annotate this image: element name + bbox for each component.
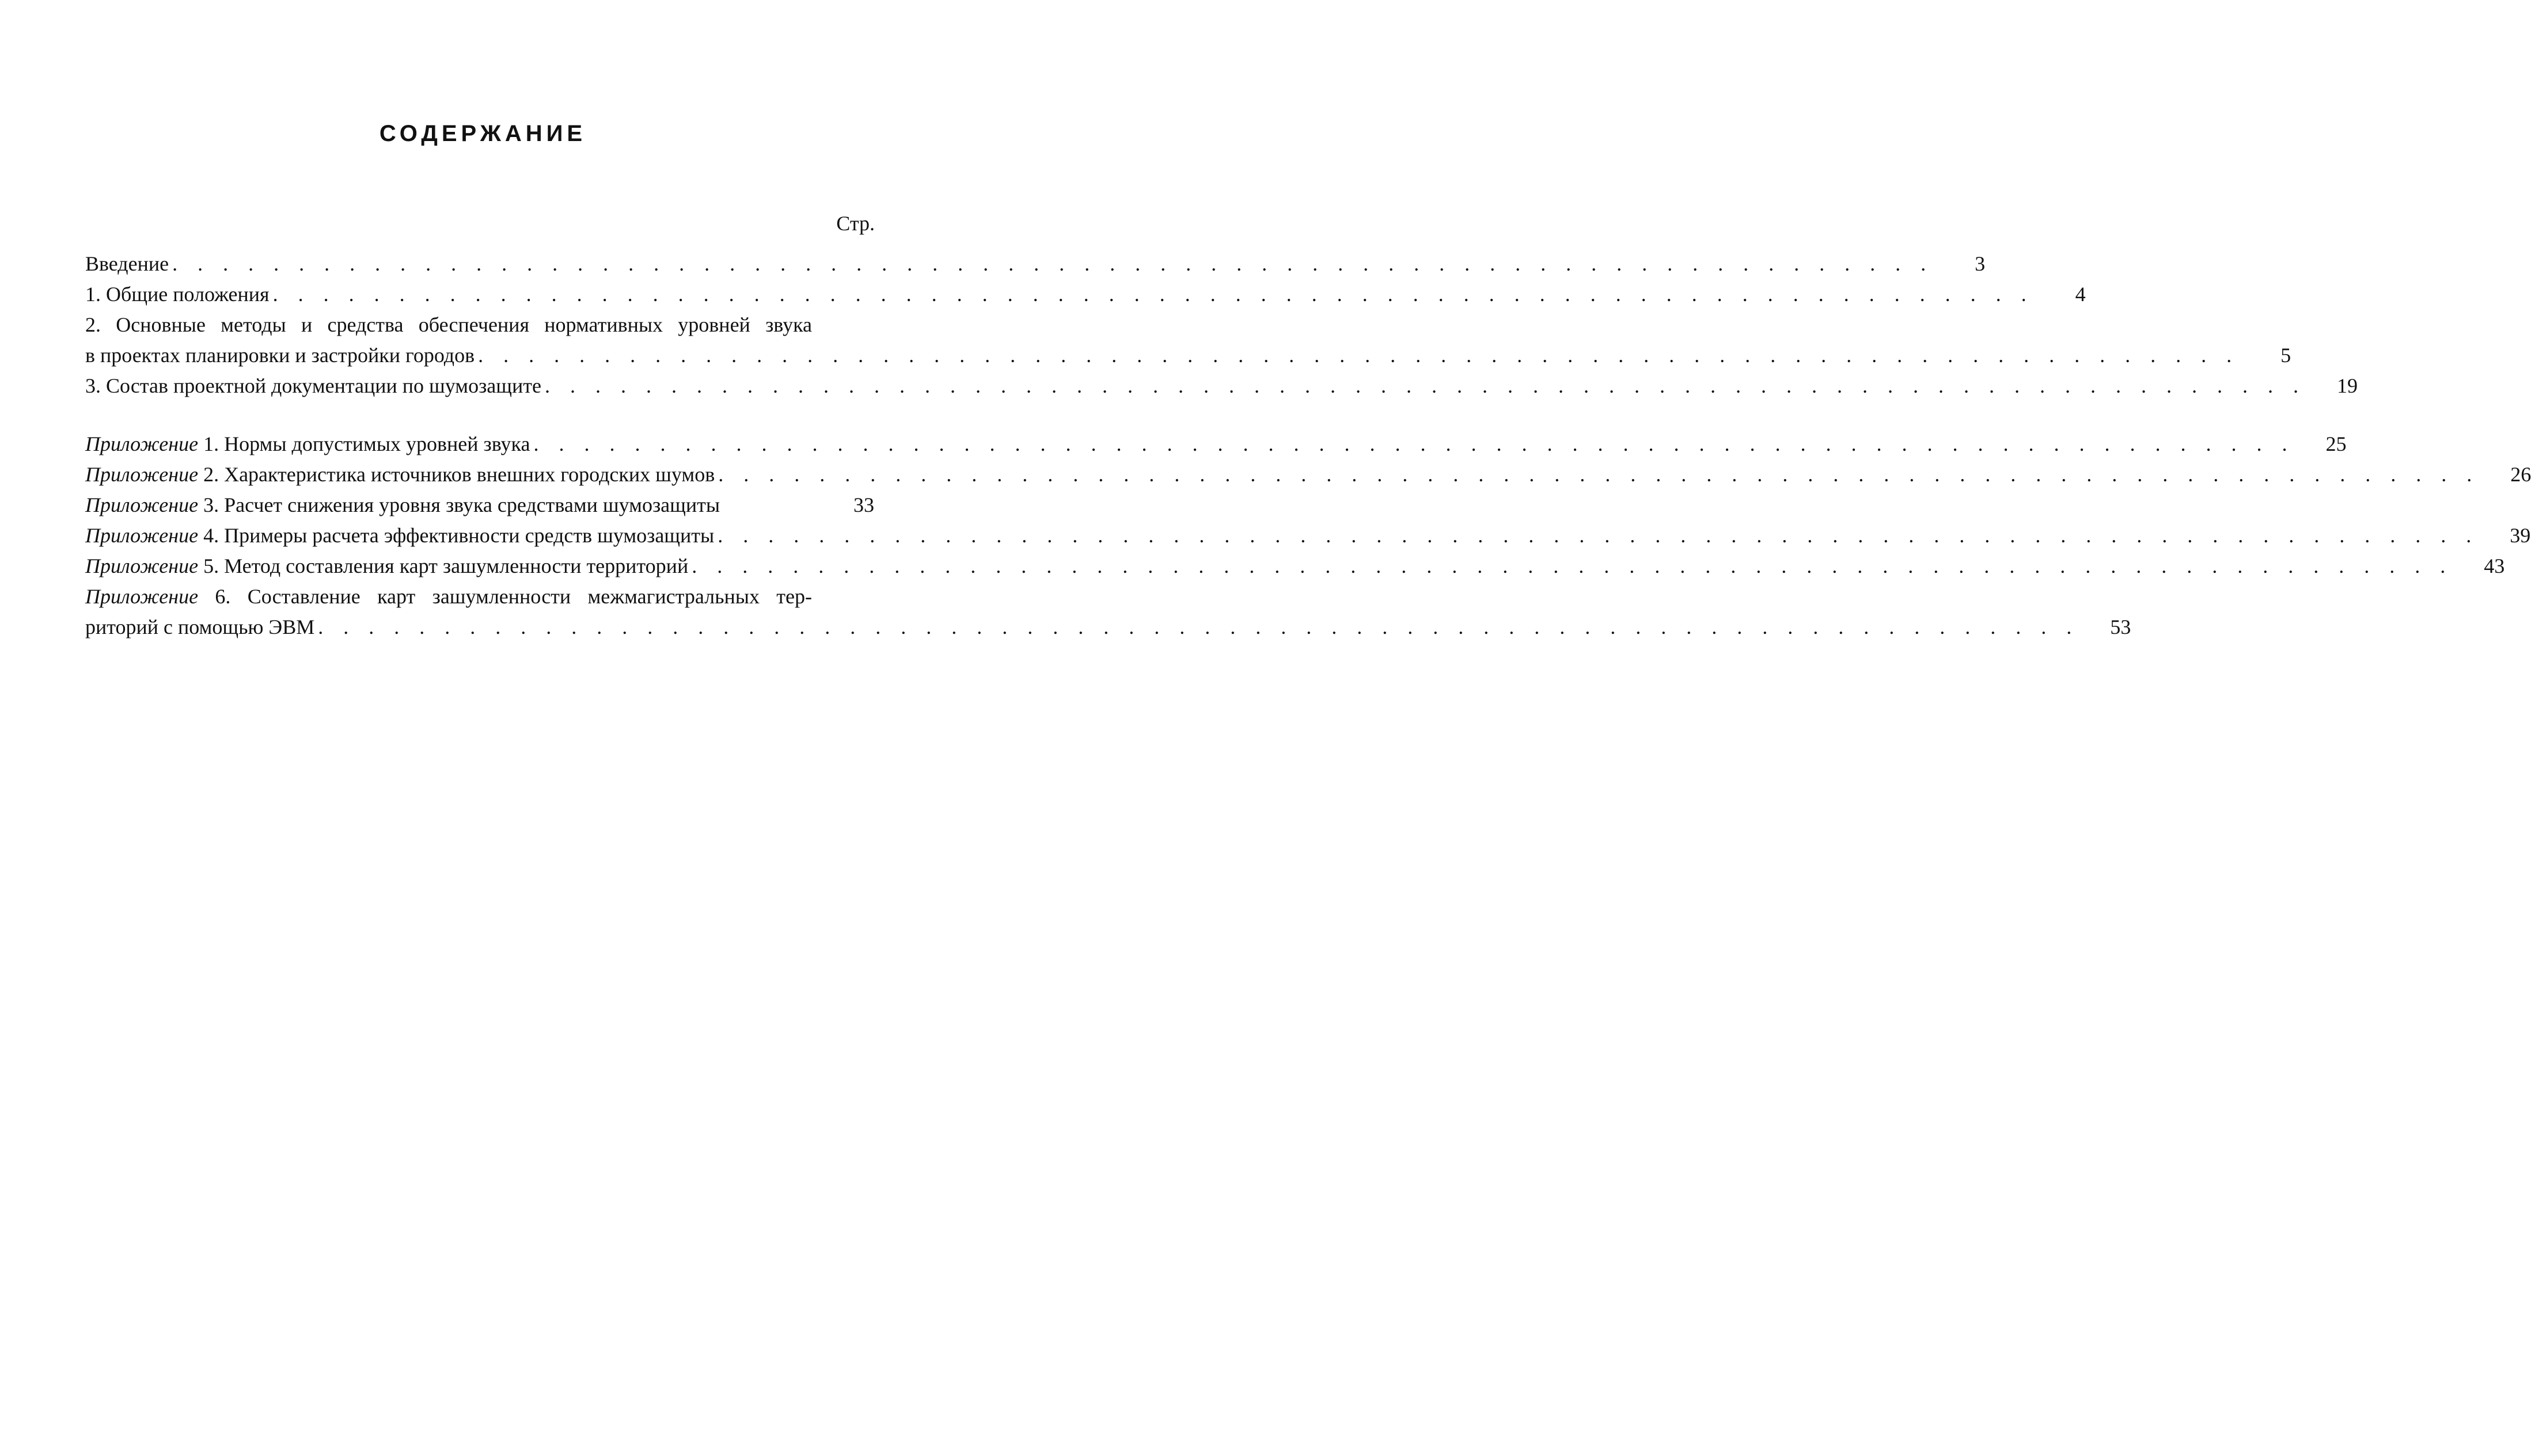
- toc-page-number: 4: [2075, 283, 2086, 306]
- toc-page-number: 25: [2325, 432, 2347, 455]
- dot-leader: . . . . . . . . . . . . . . . . . . . . . . . . . . . . . . . . . . . . . . . . . . . . . . . . . . . . . . . . . . . . . . . . . . . . . .: [718, 524, 2479, 547]
- toc-page-number: 39: [2510, 524, 2531, 547]
- toc-entry-text: [85, 490, 720, 520]
- toc-entry-text: [85, 551, 688, 581]
- appendix-title: 6. Составление карт зашумленности межмагистральных тер-: [198, 585, 812, 608]
- appendix-prefix: Приложение: [85, 493, 199, 516]
- toc-page-number: 43: [2484, 554, 2505, 577]
- dot-leader: . . . . . . . . . . . . . . . . . . . . . . . . . . . . . . . . . . . . . . . . . . . . . . . . . . . . . . . . . . . . . . . . . . . . . .: [318, 615, 2080, 638]
- toc-sections: [85, 249, 2358, 401]
- dot-leader: . . . . . . . . . . . . . . . . . . . . . . . . . . . . . . . . . . . . . . . . . . . . . . . . . . . . . . . . . . . . . . . . . . . . . .: [718, 463, 2480, 486]
- dot-leader: . . . . . . . . . . . . . . . . . . . . . . . . . . . . . . . . . . . . . . . . . . . . . . . . . . . . . . . . . . . . . . . . . . . . . .: [272, 283, 2034, 306]
- dot-leader: . . . . . . . . . . . . . . . . . . . . . . . . . . . . . . . . . . . . . . . . . . . . . . . . . . . . . . . . . . . . . . . . . . . . . .: [544, 374, 2306, 397]
- toc-entry-appendix-2[interactable]: [85, 459, 2531, 490]
- dot-leader: . . . . . . . . . . . . . . . . . . . . . . . . . . . . . . . . . . . . . . . . . . . . . . . . . . . . . . . . . . . . . . . . . . . . . .: [692, 554, 2453, 577]
- appendix-prefix: Приложение: [85, 463, 199, 486]
- toc-entry-section-2-line2[interactable]: [85, 340, 2291, 371]
- toc-entry-section-1[interactable]: [85, 279, 2086, 310]
- appendix-prefix: Приложение: [85, 432, 199, 455]
- toc-page-number: 33: [853, 493, 874, 516]
- toc-page-number: 5: [2280, 344, 2291, 367]
- page-column-label: Стр.: [836, 212, 875, 235]
- appendix-prefix: Приложение: [85, 585, 199, 608]
- appendix-title: 4. Примеры расчета эффективности средств шумозащиты: [198, 524, 715, 547]
- toc-page-number: 53: [2110, 615, 2131, 638]
- toc-entry-text: 1. Общие положения: [85, 283, 270, 306]
- toc-entry-text: [85, 520, 714, 551]
- page-title: СОДЕРЖАНИЕ: [379, 121, 587, 146]
- appendix-prefix: Приложение: [85, 554, 199, 577]
- appendix-title: 5. Метод составления карт зашумленности территорий: [198, 554, 689, 577]
- toc-entry-text: [85, 429, 530, 459]
- toc-entry-appendix-6-line2[interactable]: [85, 612, 2131, 643]
- toc-page-number: 26: [2510, 463, 2531, 486]
- toc-entry-introduction[interactable]: [85, 249, 1986, 279]
- toc-entry-section-3[interactable]: [85, 371, 2358, 401]
- toc-page-number: 19: [2336, 374, 2358, 397]
- toc-entry-section-2-line1[interactable]: [85, 310, 874, 340]
- toc-entry-text: в проектах планировки и застройки городов: [85, 344, 475, 367]
- appendix-title: 3. Расчет снижения уровня звука средствами шумозащиты: [198, 493, 720, 516]
- toc-appendices: [85, 429, 2531, 643]
- appendix-title: 1. Нормы допустимых уровней звука: [198, 432, 530, 455]
- appendix-title: 2. Характеристика источников внешних городских шумов: [198, 463, 715, 486]
- toc-entry-text: риторий с помощью ЭВМ: [85, 615, 315, 638]
- toc-entry-appendix-6-line1[interactable]: [85, 581, 874, 612]
- toc-entry-text: Введение: [85, 252, 169, 275]
- dot-leader: . . . . . . . . . . . . . . . . . . . . . . . . . . . . . . . . . . . . . . . . . . . . . . . . . . . . . . . . . . . . . . . . . . . . . .: [478, 344, 2240, 367]
- dot-leader: . . . . . . . . . . . . . . . . . . . . . . . . . . . . . . . . . . . . . . . . . . . . . . . . . . . . . . . . . . . . . . . . . . . . . .: [172, 252, 1934, 275]
- dot-leader: . . . . . . . . . . . . . . . . . . . . . . . . . . . . . . . . . . . . . . . . . . . . . . . . . . . . . . . . . . . . . . . . . . . . . .: [533, 432, 2295, 455]
- appendix-prefix: Приложение: [85, 524, 199, 547]
- toc-entry-appendix-1[interactable]: [85, 429, 2347, 459]
- toc-page-number: 3: [1975, 252, 1986, 275]
- toc-entry-text: [85, 581, 874, 612]
- toc-entry-appendix-4[interactable]: [85, 520, 2531, 551]
- toc-entry-appendix-3[interactable]: [85, 490, 874, 520]
- toc-entry-appendix-5[interactable]: [85, 551, 2505, 581]
- toc-entry-text: 2. Основные методы и средства обеспечения нормативных уровней звука: [85, 313, 812, 336]
- toc-entry-text: [85, 459, 715, 490]
- toc-entry-text: 3. Состав проектной документации по шумозащите: [85, 374, 541, 397]
